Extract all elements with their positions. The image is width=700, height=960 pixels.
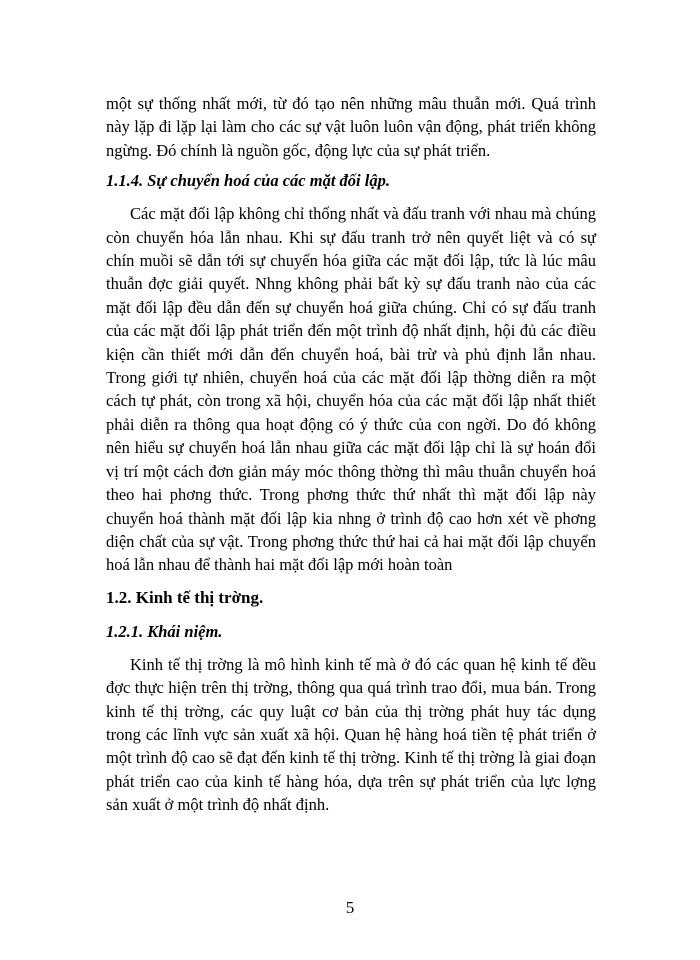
paragraph-transformation: Các mặt đối lập không chỉ thống nhất và đấu tranh với nhau mà chúng còn chuyển hóa lẫn nhau. Khi sự đấu tranh trở nên quyết liệt và có sự chín muồi sẽ dẫn tới sự chuyển hóa giữa các mặt đối lập, tức là lúc mâu thuẫn đợc giải quyết. Nhng không phải bất kỳ sự đấu tranh nào của các mặt đối lập đều dẫn đến sự chuyển hoá giữa chúng. Chỉ có sự đấu tranh của các mặt đối lập phát triển đến một trình độ nhất định, hội đủ các điều kiện cần thiết mới dẫn đến chuyển hoá, bài trừ và phủ định lẫn nhau. Trong giới tự nhiên, chuyển hoá của các mặt đối lập thờng diễn ra một cách tự phát, còn trong xã hội, chuyển hóa của các mặt đối lập nhất thiết phải diễn ra thông qua hoạt động có ý thức của con ngời. Do đó không nên hiểu sự chuyển hoá lẫn nhau giữa các mặt đối lập chỉ là sự hoán đổi vị trí một cách đơn giản máy móc thông thờng thì mâu thuẫn chuyển hoá theo hai phơng thức. Trong phơng thức thứ nhất thì mặt đối lập này chuyển hoá thành mặt đối lập kia nhng ở trình độ cao hơn xét về phơng diện chất của sự vật. Trong phơng thức thứ hai cả hai mặt đối lập chuyển hoá lẫn nhau để thành hai mặt đối lập mới hoàn toàn — [106, 204, 596, 575]
section-heading-1-1-4: 1.1.4. Sự chuyển hoá của các mặt đối lập. — [106, 171, 390, 191]
paragraph-continuation: một sự thống nhất mới, từ đó tạo nên những mâu thuẫn mới. Quá trình này lặp đi lặp lại làm cho các sự vật luôn luôn vận động, phát triển không ngừng. Đó chính là nguồn gốc, động lực của sự phát triển. — [106, 94, 596, 160]
page-number: 5 — [345, 898, 355, 917]
section-heading-1-2-1: 1.2.1. Khái niệm. — [106, 621, 223, 641]
section-heading-1-2: 1.2. Kinh tế thị trờng. — [106, 587, 264, 607]
paragraph-market-economy: Kinh tế thị trờng là mô hình kinh tế mà ở đó các quan hệ kinh tế đều đợc thực hiện trên thị trờng, thông qua quá trình trao đổi, mua bán. Trong kinh tế thị trờng, các quy luật cơ bản của thị trờng phát huy tác dụng trong các lĩnh vực sản xuất xã hội. Quan hệ hàng hoá tiền tệ phát triển ở một trình độ cao sẽ đạt đến kinh tế thị trờng. Kinh tế thị trờng là giai đoạn phát triển cao của kinh tế hàng hóa, dựa trên sự phát triển của lực lợng sản xuất ở một trình độ nhất định. — [106, 654, 596, 815]
document-page — [106, 92, 596, 817]
